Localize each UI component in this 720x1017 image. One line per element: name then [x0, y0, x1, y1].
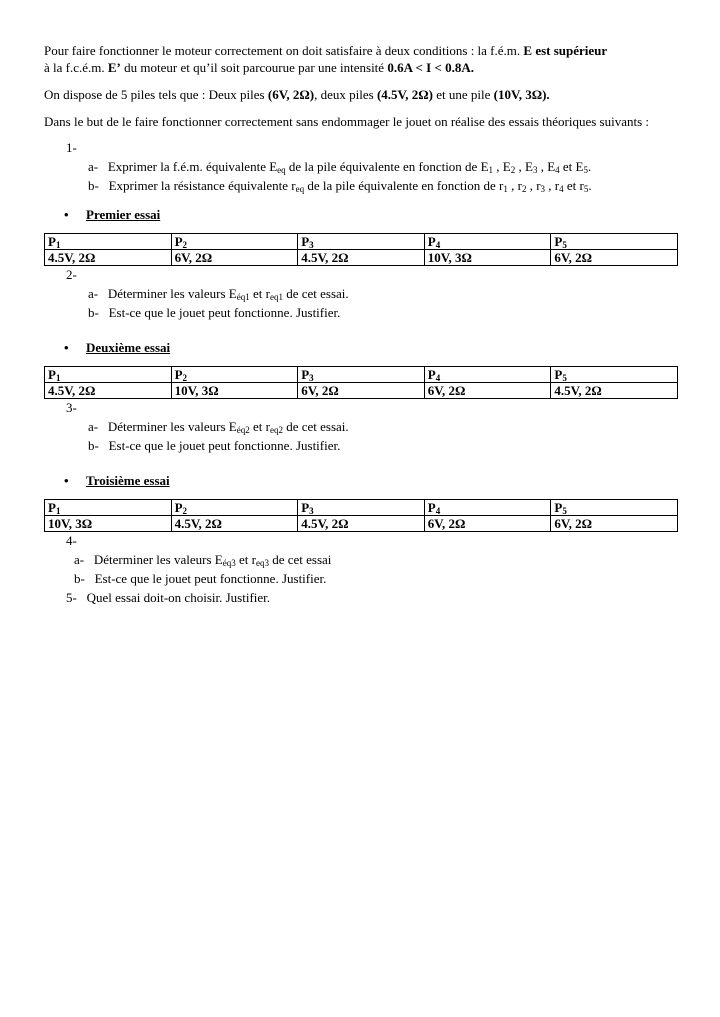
item-text: de cet essai. [282, 419, 349, 434]
item-text: et r [235, 552, 256, 567]
bullet-icon: • [64, 473, 69, 488]
question-1-number: 1- [66, 140, 77, 155]
intro-text: Pour faire fonctionner le moteur correctement on doit satisfaire à deux conditions : la f.é.m. [44, 43, 524, 58]
item-text: Exprimer la résistance équivalente r [108, 178, 296, 193]
table-header-cell: $P_4$ [424, 500, 551, 516]
table-header-cell: $P_4$ [424, 234, 551, 250]
item-text: Exprimer la f.é.m. équivalente E [107, 159, 278, 174]
table-header-row [45, 500, 678, 516]
intro-paragraph-2 [44, 86, 678, 103]
subscript: 1 [503, 184, 508, 194]
table-cell: 6V, 2Ω [298, 383, 425, 399]
item-label: b- [88, 178, 99, 193]
item-text: Est-ce que le jouet peut fonctionne. Justifier. [108, 438, 341, 453]
intro-text: et une pile [433, 87, 494, 102]
item-label: b- [88, 438, 99, 453]
table-cell: 6V, 2Ω [551, 250, 678, 266]
table-header-cell: $P_2$ [171, 234, 298, 250]
intro-bold: (6V, 2Ω) [267, 87, 315, 102]
table-header-row [45, 234, 678, 250]
item-text: et r [249, 419, 270, 434]
subscript: 2 [521, 184, 527, 194]
item-text: , [545, 178, 555, 193]
table-header-row [45, 367, 678, 383]
table-cell: 4.5V, 2Ω [171, 516, 298, 532]
item-text: , [507, 178, 518, 193]
item-text: , [526, 178, 537, 193]
subscript: éq2 [236, 425, 250, 435]
question-2b [88, 304, 678, 321]
intro-text: , deux piles [314, 87, 377, 102]
subscript: 2 [510, 165, 516, 175]
table-cell: 6V, 2Ω [424, 516, 551, 532]
subscript: 5 [583, 184, 589, 194]
essai-2-heading [64, 339, 678, 356]
subscript: 4 [559, 184, 564, 194]
essai-1-table [44, 233, 678, 266]
intro-bold: E est supérieur [523, 43, 608, 58]
subscript: eq [277, 165, 286, 175]
table-row [45, 516, 678, 532]
table-cell: 4.5V, 2Ω [298, 250, 425, 266]
item-text: , [537, 159, 548, 174]
table-cell: 6V, 2Ω [551, 516, 678, 532]
table-header-cell: $P_1$ [45, 367, 172, 383]
intro-bold: E’ [107, 60, 121, 75]
item-text: Déterminer les valeurs E [107, 419, 237, 434]
item-label: a- [88, 419, 99, 434]
subscript: éq1 [236, 292, 250, 302]
intro-bold: (10V, 3Ω). [493, 87, 550, 102]
item-text: de la pile équivalente en fonction de r [304, 178, 504, 193]
question-3-number: 3- [66, 400, 77, 415]
item-label: b- [74, 571, 85, 586]
item-label: b- [88, 305, 99, 320]
table-cell: 10V, 3Ω [45, 516, 172, 532]
intro-bold: 0.6A < I < 0.8A. [387, 60, 475, 75]
question-3b [88, 437, 678, 454]
table-header-cell: $P_1$ [45, 234, 172, 250]
table-header-cell: $P_5$ [551, 234, 678, 250]
table-cell: 10V, 3Ω [171, 383, 298, 399]
question-4-number: 4- [66, 533, 77, 548]
essai-3-table [44, 499, 678, 532]
table-header-cell: $P_3$ [298, 500, 425, 516]
item-text: , [515, 159, 525, 174]
subscript: 1 [488, 165, 494, 175]
item-label: 5- [66, 590, 77, 605]
table-header-cell: $P_5$ [551, 367, 678, 383]
question-1b: b- Exprimer la résistance équivalente $r_{eq}$ de la pile équivalente en fonction de $r_1$ , $r_2$ , $r_3$ , $r_4$ et $r_5$. [88, 178, 592, 194]
bullet-icon: • [64, 340, 69, 355]
intro-text: à la f.c.é.m. [44, 60, 108, 75]
question-4a [74, 551, 678, 568]
item-text: de cet essai [268, 552, 332, 567]
table-cell: 6V, 2Ω [424, 383, 551, 399]
table-cell: 4.5V, 2Ω [45, 250, 172, 266]
item-label: a- [74, 552, 85, 567]
subscript: 3 [532, 165, 538, 175]
essai-1-heading [64, 206, 678, 223]
table-header-cell: $P_3$ [298, 367, 425, 383]
question-1a: a- Exprimer la f.é.m. équivalente $E_{eq}$ de la pile équivalente en fonction de $E_1$ , $E_2$ , $E_3$ , $E_4$ et $E_5$. [88, 159, 592, 175]
subscript: eq2 [269, 425, 283, 435]
item-text: et r [563, 178, 584, 193]
essai-title: Deuxième essai [86, 340, 171, 355]
question-5 [66, 589, 678, 606]
item-text: et r [249, 286, 270, 301]
intro-paragraph-3: Dans le but de le faire fonctionner correctement sans endommager le jouet on réalise des essais théoriques suivants : [44, 114, 650, 129]
item-text: Est-ce que le jouet peut fonctionne. Justifier. [94, 571, 327, 586]
table-cell: 4.5V, 2Ω [551, 383, 678, 399]
table-header-cell: $P_3$ [298, 234, 425, 250]
subscript: eq3 [255, 558, 269, 568]
subscript: 5 [583, 165, 588, 175]
item-label: a- [88, 286, 99, 301]
question-3a [88, 418, 678, 435]
essai-title: Premier essai [86, 207, 161, 222]
table-cell: 6V, 2Ω [171, 250, 298, 266]
essai-title: Troisième essai [86, 473, 170, 488]
table-cell: 4.5V, 2Ω [298, 516, 425, 532]
item-text: Déterminer les valeurs E [93, 552, 223, 567]
table-header-cell: $P_4$ [424, 367, 551, 383]
question-4b [74, 570, 678, 587]
document-page [44, 42, 678, 606]
table-row [45, 250, 678, 266]
intro-bold: (4.5V, 2Ω) [376, 87, 433, 102]
table-header-cell: $P_2$ [171, 367, 298, 383]
subscript: éq3 [222, 558, 236, 568]
table-header-cell: $P_5$ [551, 500, 678, 516]
question-2a [88, 285, 678, 302]
subscript: eq1 [269, 292, 283, 302]
table-cell: 10V, 3Ω [424, 250, 551, 266]
subscript: 3 [540, 184, 546, 194]
table-header-cell: $P_1$ [45, 500, 172, 516]
table-row [45, 383, 678, 399]
bullet-icon: • [64, 207, 69, 222]
item-text: , [493, 159, 503, 174]
table-cell: 4.5V, 2Ω [45, 383, 172, 399]
essai-3-heading [64, 472, 678, 489]
intro-text: On dispose de 5 piles tels que : Deux piles [44, 87, 268, 102]
item-text: de la pile équivalente en fonction de E [285, 159, 489, 174]
item-text: Quel essai doit-on choisir. Justifier. [86, 590, 271, 605]
table-header-cell: $P_2$ [171, 500, 298, 516]
intro-text: du moteur et qu’il soit parcourue par une intensité [120, 60, 388, 75]
question-2-number: 2- [66, 267, 77, 282]
item-text: de cet essai. [282, 286, 349, 301]
intro-paragraph-1 [44, 42, 678, 76]
subscript: eq [295, 184, 305, 194]
item-text: Est-ce que le jouet peut fonctionne. Justifier. [108, 305, 341, 320]
subscript: 4 [555, 165, 560, 175]
item-label: a- [88, 159, 99, 174]
item-text: et E [559, 159, 584, 174]
essai-2-table [44, 366, 678, 399]
item-text: Déterminer les valeurs E [107, 286, 237, 301]
